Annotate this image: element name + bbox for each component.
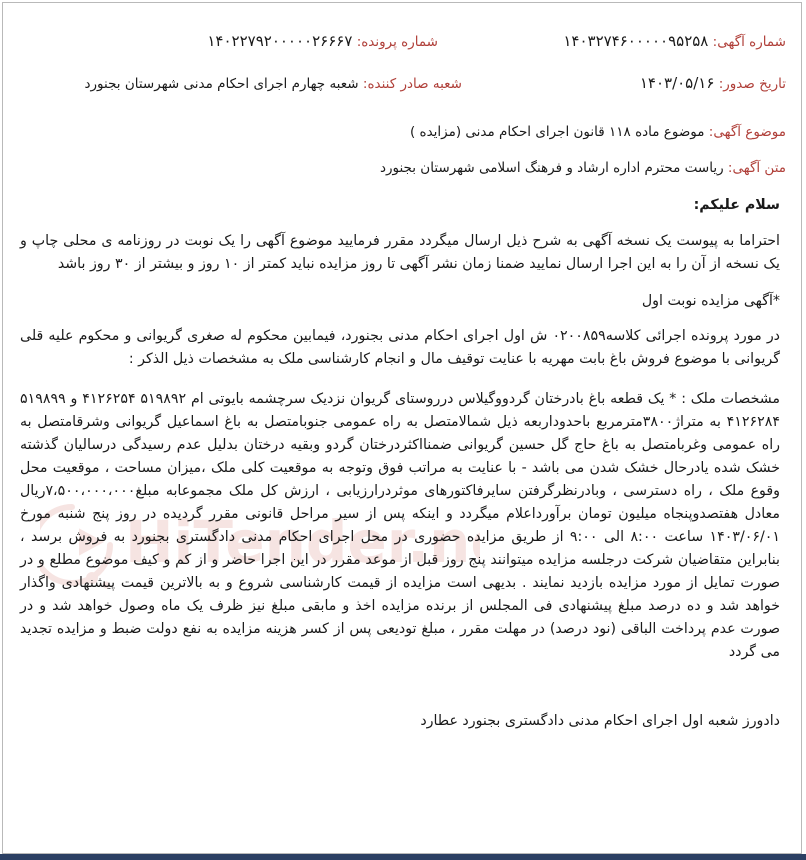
issue-date-label: تاریخ صدور: bbox=[718, 76, 786, 92]
notice-number-value: ۱۴۰۳۲۷۴۶۰۰۰۰۰۹۵۲۵۸ bbox=[563, 32, 709, 50]
case-number bbox=[207, 32, 438, 50]
case-number-label: شماره پرونده: bbox=[356, 34, 438, 50]
bottom-bar bbox=[0, 854, 806, 860]
issuer-value: شعبه چهارم اجرای احکام مدنی شهرستان بجنورد bbox=[84, 76, 359, 92]
request-paragraph: احتراما به پیوست یک نسخه آگهی به شرح ذیل ارسال میگردد مقرر فرمایید موضوع آگهی را یک نوبت در روزنامه ی محلی چاپ و یک نسخه از آن را به این اجرا ارسال نمایید ضمنا زمان نشر آگهی تا روز مزایده نباید کمتر از ۱۰ روز و بیشتر از ۳۰ روز باشد bbox=[20, 233, 780, 272]
specs-paragraph: مشخصات ملک : * یک قطعه باغ بادرختان گردووگیلاس درروستای گریوان نزدیک سرچشمه بایوتی ام ۵۱۹۸۹۲ ۴۱۲۶۲۵۴ و ۵۱۹۸۹۹ ۴۱۲۶۲۸۴ به متراژ۳۸۰۰مترمربع باحدوداربعه ذیل شمالامتصل به راه عمومی جنوبامتصل به باغ اسماعیل گریوانی وشرقامتصل به راه عمومی وغربامتصل به باغ حاج گل حسین گریوانی ضمنااکثردرختان گردو وبقیه درختان بدلیل عدم رسیدگی درسالیان گذشته خشک شده یادرحال خشک شدن می باشد - با عنایت به مراتب فوق وتوجه به موقعیت کلی ملک ،میزان مساحت ، موقعیت محل وقوع ملک ، راه دسترسی ، وبادرنظرگرفتن سایرفاکتورهای موثردرارزیابی ، ارزش کل ملک مجموعابه مبلغ۷،۵۰۰،۰۰۰،۰۰۰ریال معادل هفتصدوپنجاه میلیون تومان برآورداعلام میگردد و اینکه پس از سیر مراحل قانونی مقرر گردیده در روز پنج شنبه مورخ ۱۴۰۳/۰۶/۰۱ ساعت ۸:۰۰ الی ۹:۰۰ از طریق مزایده حضوری در محل اجرای احکام مدنی دادگستری بجنورد به فروش برسد ، بنابراین متقاضیان شرکت درجلسه مزایده میتوانند پنج روز قبل از موعد مقرر در این اجرا حاضر و از کم و کیف موضوع مطلع و در صورت تمایل از مورد مزایده بازدید نمایند . بدیهی است مزایده از قیمت کارشناسی شروع و به بالاترین قیمت پیشنهادی واگذار خواهد شد و ده درصد مبلغ پیشنهادی فی المجلس از برنده مزایده اخذ و مابقی مبلغ نیز ظرف یک ماه وصول خواهد شد و در صورت عدم پرداخت الباقی (نود درصد) در مهلت مقرر ، مبلغ تودیعی پس از کسر هزینه مزایده به نفع دولت ضبط و مزایده تجدید می گردد bbox=[20, 391, 781, 660]
notice-number bbox=[563, 32, 786, 50]
issue-date bbox=[640, 74, 786, 92]
case-paragraph: در مورد پرونده اجرائی کلاسه۰۲۰۰۸۵۹ ش اول اجرای احکام مدنی بجنورد، فیمابین محکوم له صغری گریوانی و محکوم علیه قلی گریوانی با موضوع فروش باغ بابت مهریه با عنایت توقیف مال و انجام کارشناسی ملک به مشخصات ذیل الذکر : bbox=[20, 328, 780, 367]
case-number-value: ۱۴۰۲۲۷۹۲۰۰۰۰۰۲۶۶۶۷ bbox=[207, 32, 353, 50]
subject-value: موضوع ماده ۱۱۸ قانون اجرای احکام مدنی (مزایده ) bbox=[409, 124, 705, 140]
body-intro-label: متن آگهی: bbox=[727, 160, 786, 176]
notice-number-label: شماره آگهی: bbox=[712, 34, 786, 50]
subject-label: موضوع آگهی: bbox=[708, 124, 786, 140]
greeting: سلام علیکم: bbox=[693, 197, 780, 213]
issue-date-value: ۱۴۰۳/۰۵/۱۶ bbox=[639, 74, 715, 92]
issuer-label: شعبه صادر کننده: bbox=[362, 76, 462, 92]
subject bbox=[410, 124, 786, 140]
auction-title: *آگهی مزایده نوبت اول bbox=[641, 293, 780, 309]
body-intro bbox=[380, 160, 786, 176]
body-intro-value: ریاست محترم اداره ارشاد و فرهنگ اسلامی شهرستان بجنورد bbox=[379, 160, 724, 176]
issuer bbox=[84, 76, 462, 92]
signature: دادورز شعبه اول اجرای احکام مدنی دادگستری بجنورد عطارد bbox=[420, 713, 780, 729]
